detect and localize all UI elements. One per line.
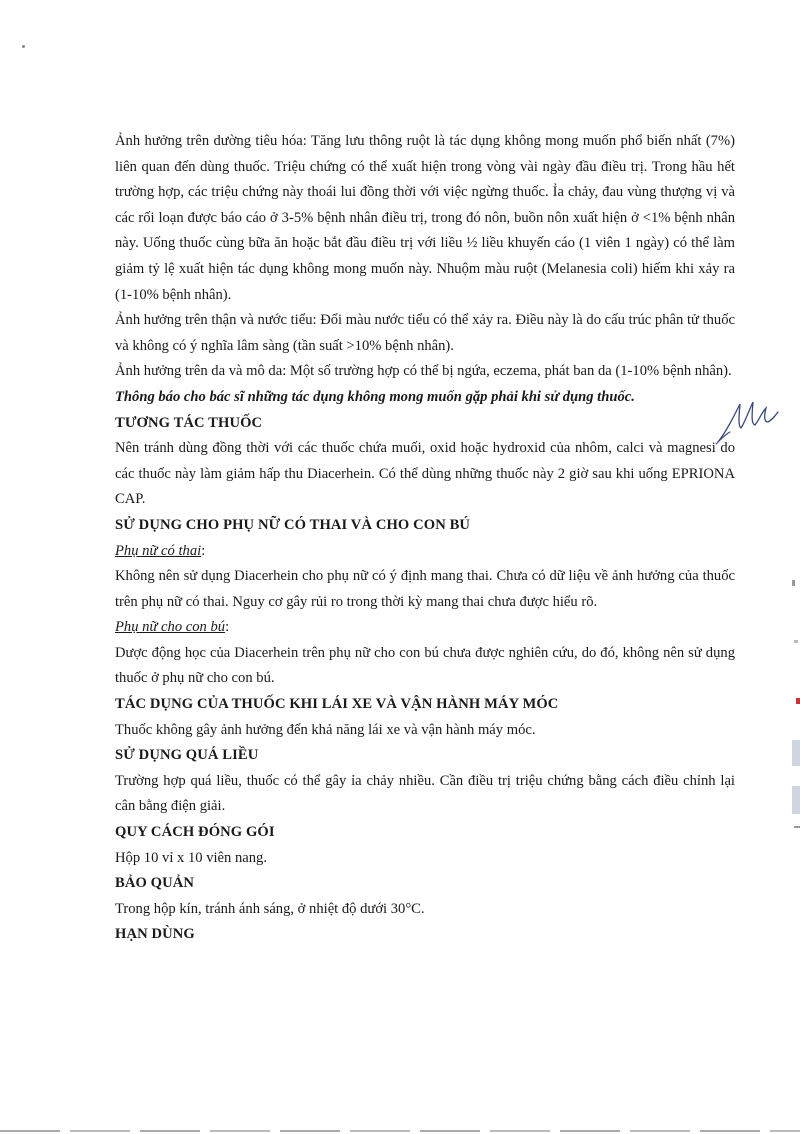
paragraph-kidney-urine-effects: Ảnh hưởng trên thận và nước tiểu: Đổi màu nước tiểu có thể xảy ra. Điều này là do cấu trúc phân tử thuốc và không có ý nghĩa lâm sàng (tần suất >10% bệnh nhân). xyxy=(115,312,735,354)
subheading-pregnant-women: Phụ nữ có thai xyxy=(115,542,202,559)
signature-stroke-main xyxy=(718,402,778,442)
heading-packaging: QUY CÁCH ĐÓNG GÓI xyxy=(115,824,275,841)
paragraph-breastfeeding-women: Dược động học của Diacerhein trên phụ nữ cho con bú chưa được nghiên cứu, do đó, không nên sử dụng thuốc ở phụ nữ cho con bú. xyxy=(115,644,735,687)
paragraph-overdose: Trường hợp quá liều, thuốc có thể gây ỉa chảy nhiều. Cần điều trị triệu chứng bằng cách điều chỉnh lại cân bằng điện giải. xyxy=(115,772,735,815)
heading-pregnancy-breastfeeding: SỬ DỤNG CHO PHỤ NỮ CÓ THAI VÀ CHO CON BÚ xyxy=(115,516,471,533)
subheading-pregnant-row xyxy=(115,539,735,565)
paragraph-driving-machinery: Thuốc không gây ảnh hưởng đến khả năng lái xe và vận hành máy móc. xyxy=(115,721,536,738)
scan-edge-marks xyxy=(788,580,800,840)
paragraph-packaging: Hộp 10 vỉ x 10 viên nang. xyxy=(115,849,268,866)
paragraph-pregnant-women: Không nên sử dụng Diacerhein cho phụ nữ có ý định mang thai. Chưa có dữ liệu về ảnh hưởng của thuốc trên phụ nữ có thai. Nguy cơ gây rủi ro trong thời kỳ mang thai chưa được hiểu rõ. xyxy=(115,568,735,610)
document-body xyxy=(115,129,735,948)
subheading-breastfeeding-colon: : xyxy=(225,619,230,636)
scan-speck xyxy=(22,45,25,48)
subheading-breastfeeding-women: Phụ nữ cho con bú xyxy=(115,619,226,636)
scan-bottom-edge xyxy=(0,1130,800,1132)
heading-overdose: SỬ DỤNG QUÁ LIỀU xyxy=(115,747,259,764)
subheading-breastfeeding-row xyxy=(115,615,735,641)
subheading-pregnant-colon: : xyxy=(201,542,206,559)
paragraph-gastrointestinal-effects: Ảnh hưởng trên dường tiêu hóa: Tăng lưu thông ruột là tác dụng không mong muốn phổ biến nhất (7%) liên quan đến dùng thuốc. Triệu chứng có thể xuất hiện trong vòng vài ngày đầu điều trị. Trong hầu hết trường hợp, các triệu chứng này thoái lui đồng thời với việc ngừng thuốc. Ỉa chảy, đau vùng thượng vị và các rối loạn được báo cáo ở 3-5% bệnh nhân điều trị, trong đó nôn, buồn nôn xuất hiện ở <1% bệnh nhân này. Uống thuốc cùng bữa ăn hoặc bắt đầu điều trị với liều ½ liều khuyến cáo (1 viên 1 ngày) có thể làm giảm tỷ lệ xuất hiện tác dụng không mong muốn này. Nhuộm màu ruột (Melanesia coli) hiếm khi xảy ra (1-10% bệnh nhân). xyxy=(115,133,735,303)
heading-storage: BẢO QUẢN xyxy=(115,875,195,892)
heading-driving-machinery: TÁC DỤNG CỦA THUỐC KHI LÁI XE VÀ VẬN HÀNH MÁY MÓC xyxy=(115,696,559,713)
notice-report-side-effects: Thông báo cho bác sĩ những tác dụng không mong muốn gặp phải khi sử dụng thuốc. xyxy=(115,388,635,405)
handwritten-signature xyxy=(712,398,782,446)
paragraph-storage: Trong hộp kín, tránh ánh sáng, ở nhiệt độ dưới 30°C. xyxy=(115,900,425,917)
heading-drug-interactions: TƯƠNG TÁC THUỐC xyxy=(115,414,263,431)
paragraph-drug-interactions: Nên tránh dùng đồng thời với các thuốc chứa muối, oxid hoặc hydroxid của nhôm, calci và magnesi do các thuốc này làm giảm hấp thu Diacerhein. Có thể dùng những thuốc này 2 giờ sau khi uống EPRIONA CAP. xyxy=(115,440,735,508)
heading-expiry: HẠN DÙNG xyxy=(115,926,195,943)
paragraph-skin-effects: Ảnh hưởng trên da và mô da: Một số trường hợp có thể bị ngứa, eczema, phát ban da (1-10% bệnh nhân). xyxy=(115,363,732,380)
